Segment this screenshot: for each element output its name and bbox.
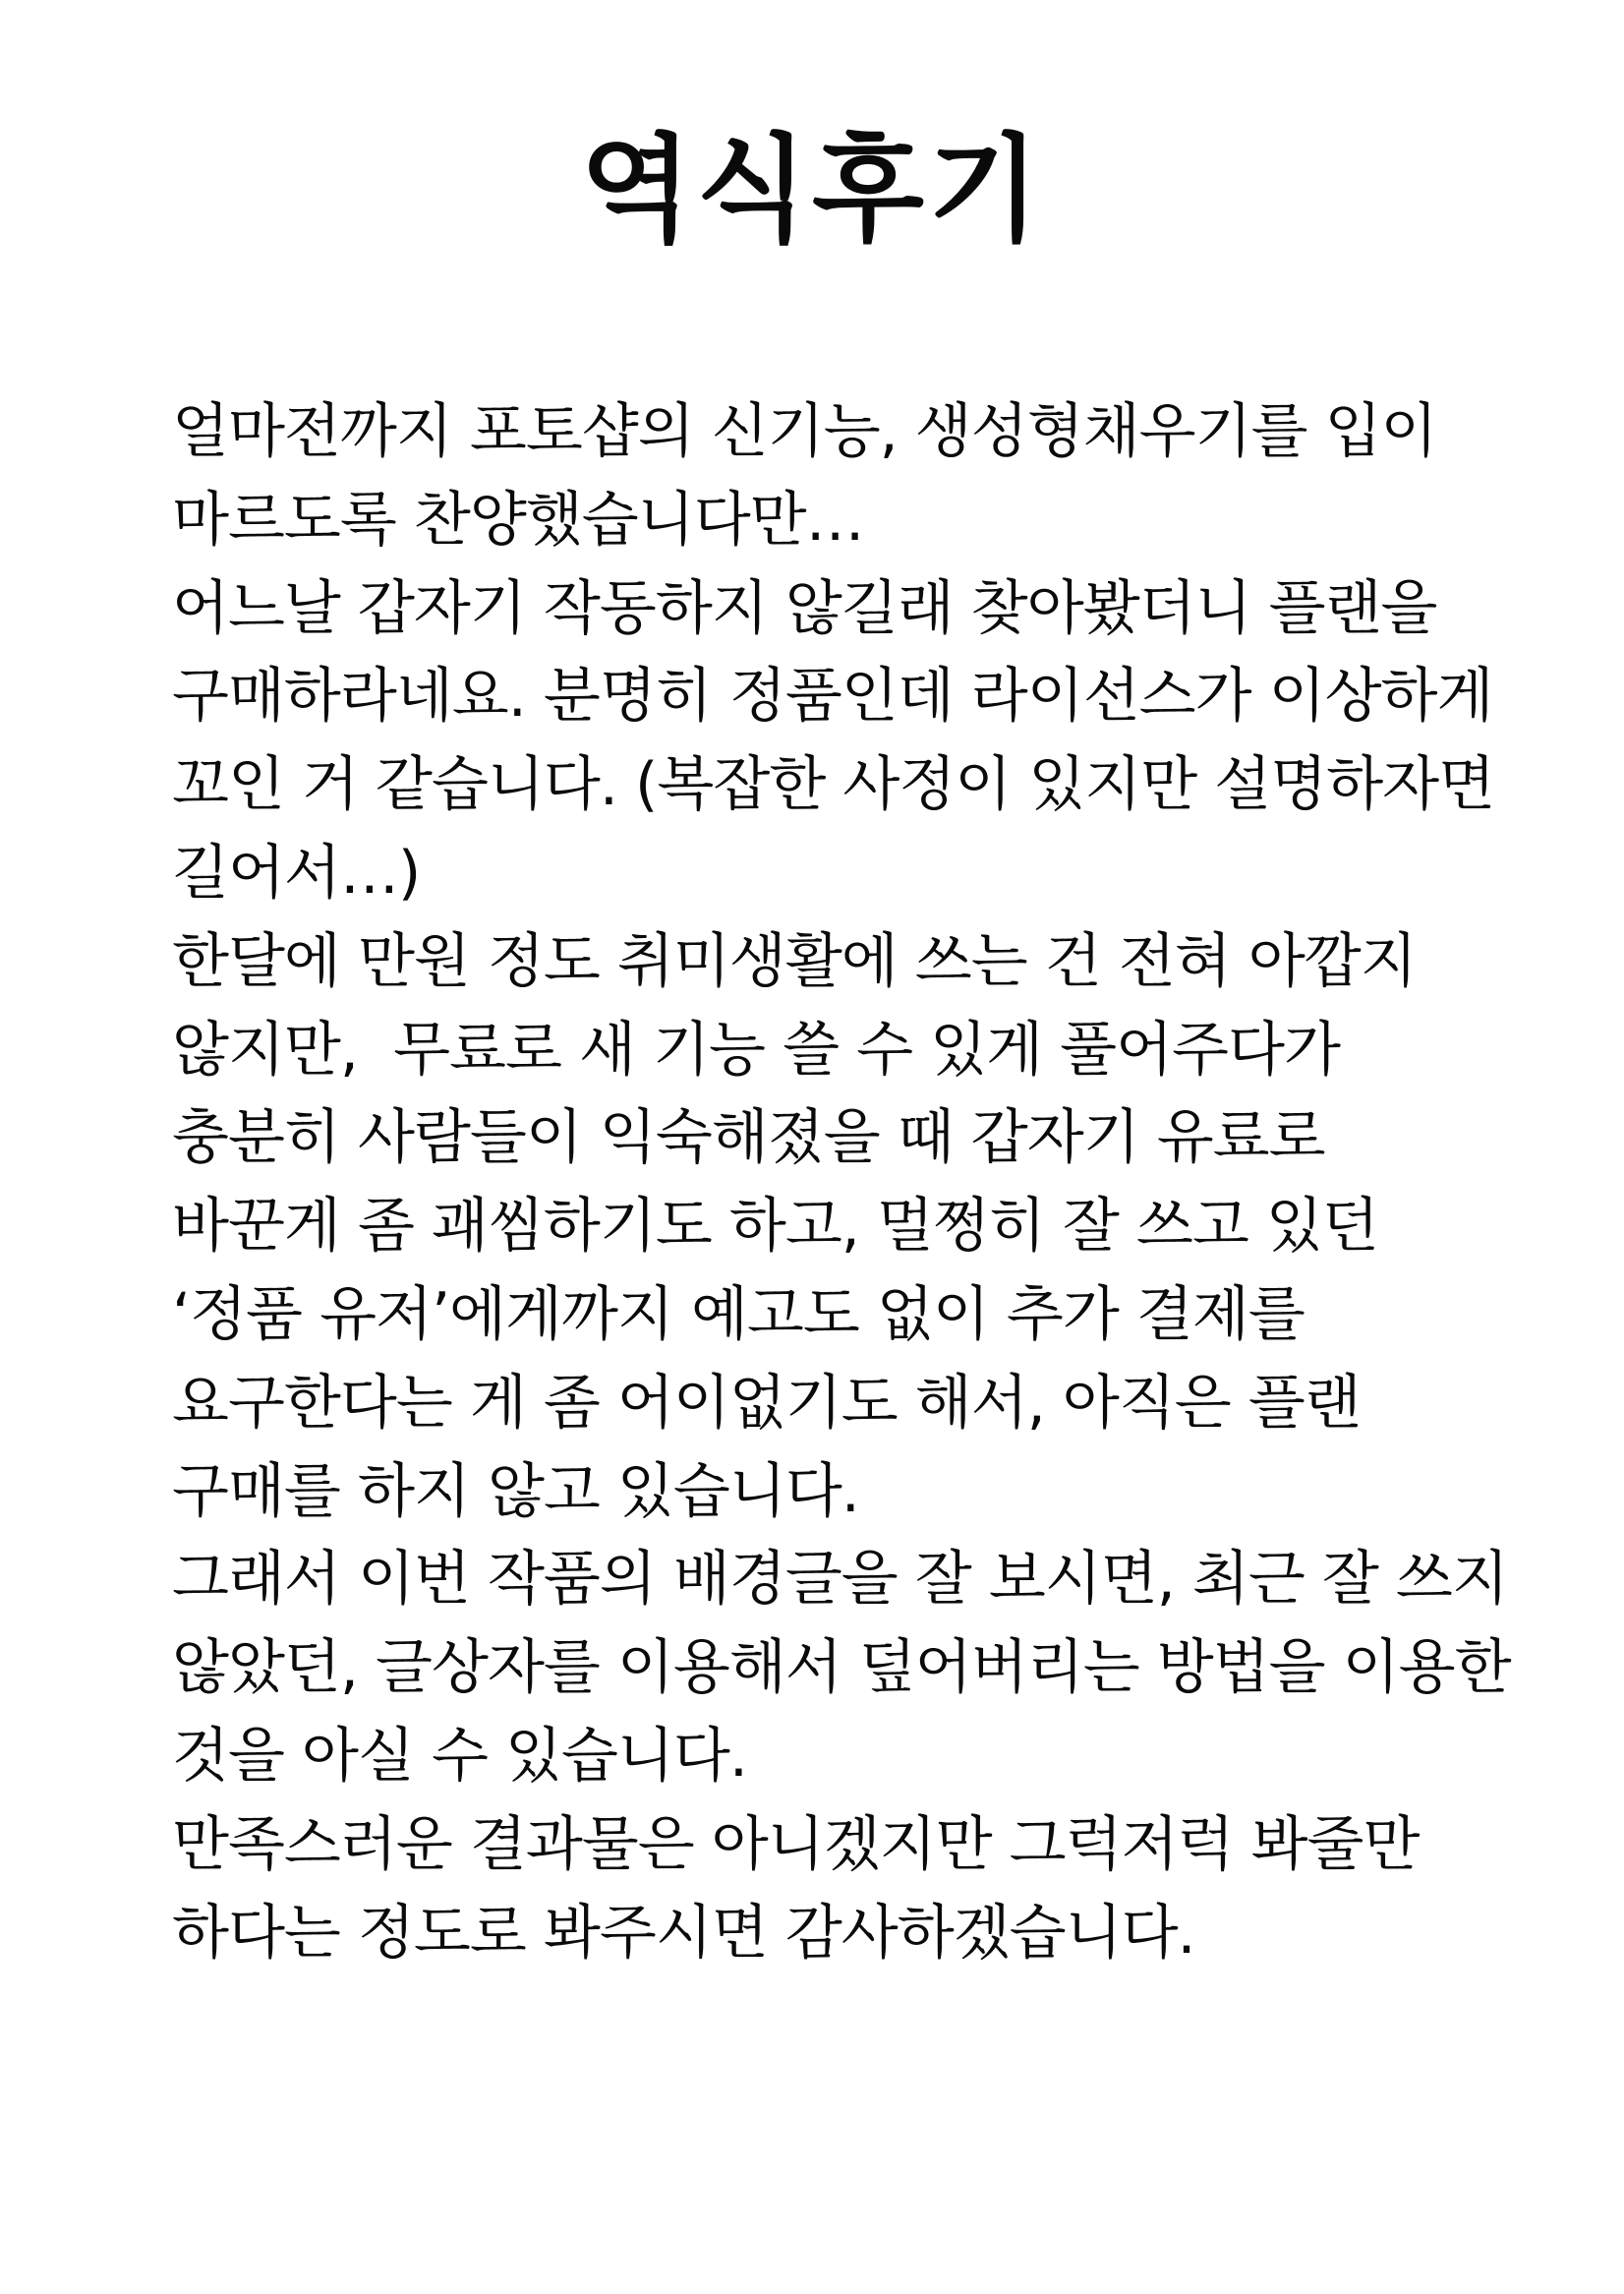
text-line: 마르도록 찬양했습니다만… — [172, 485, 864, 555]
text-line: 그래서 이번 작품의 배경글을 잘 보시면, 최근 잘 쓰지 — [172, 1545, 1508, 1615]
text-line: 것을 아실 수 있습니다. — [172, 1721, 747, 1791]
text-line: 구매하라네요. 분명히 정품인데 라이선스가 이상하게 — [172, 662, 1493, 732]
text-line: 구매를 하지 않고 있습니다. — [172, 1456, 859, 1526]
page-title: 역식후기 — [580, 122, 1044, 258]
text-line: 꼬인 거 같습니다. (복잡한 사정이 있지만 설명하자면 — [172, 750, 1495, 820]
text-line: ‘정품 유저’에게까지 예고도 없이 추가 결제를 — [172, 1279, 1305, 1349]
text-line: 한달에 만원 정도 취미생활에 쓰는 건 전혀 아깝지 — [172, 926, 1417, 996]
text-line: 충분히 사람들이 익숙해졌을 때 갑자기 유료로 — [172, 1103, 1325, 1173]
text-line: 않았던, 글상자를 이용해서 덮어버리는 방법을 이용한 — [172, 1633, 1511, 1703]
text-line: 요구한다는 게 좀 어이없기도 해서, 아직은 플랜 — [172, 1368, 1361, 1438]
text-line: 얼마전까지 포토샵의 신기능, 생성형채우기를 입이 — [172, 397, 1437, 466]
text-line: 않지만, 무료로 새 기능 쓸 수 있게 풀어주다가 — [172, 1015, 1340, 1085]
text-line: 길어서…) — [172, 838, 421, 908]
text-line: 하다는 정도로 봐주시면 감사하겠습니다. — [172, 1898, 1195, 1968]
text-line: 만족스러운 결과물은 아니겠지만 그럭저럭 봐줄만 — [172, 1809, 1420, 1879]
text-line: 어느날 갑자기 작동하지 않길래 찾아봤더니 플랜을 — [172, 573, 1437, 643]
afterword-body — [172, 388, 1568, 1977]
text-line: 바꾼게 좀 괘씸하기도 하고, 멀쩡히 잘 쓰고 있던 — [172, 1192, 1378, 1262]
